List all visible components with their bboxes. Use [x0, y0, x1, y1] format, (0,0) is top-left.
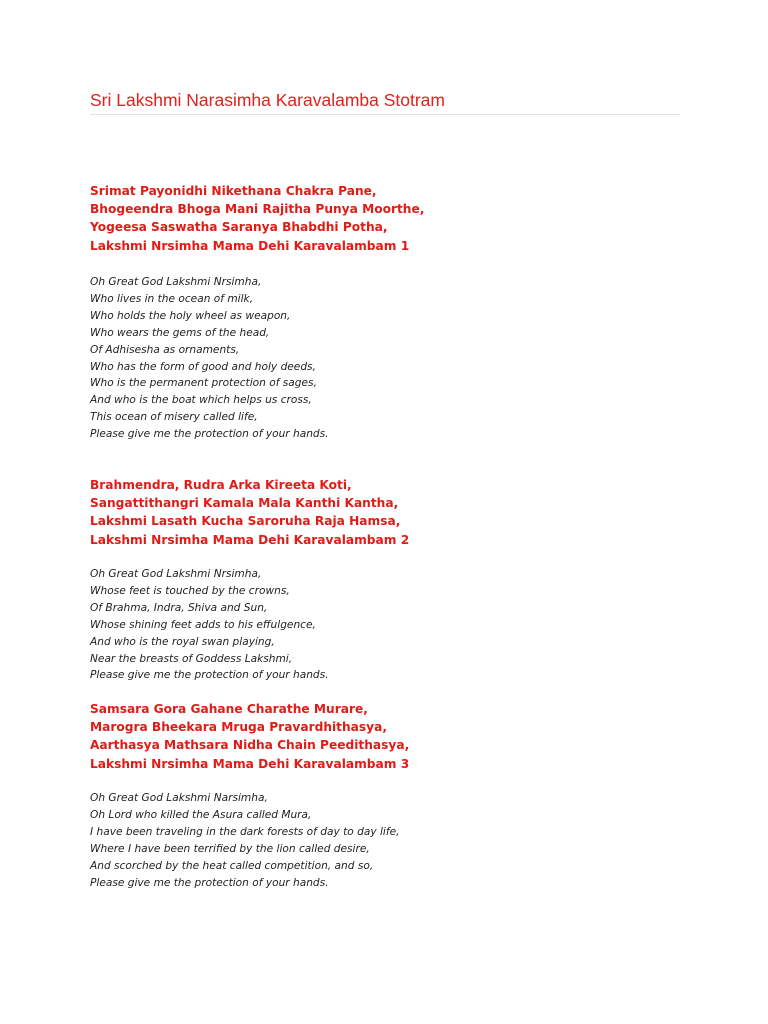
english-translation-3: [90, 790, 399, 891]
translation-line: Oh Great God Lakshmi Nrsimha,: [90, 568, 262, 580]
translation-line: I have been traveling in the dark forests of day to day life,: [90, 825, 400, 838]
translation-line: Who holds the holy wheel as weapon,: [90, 309, 291, 322]
verse-line: Lakshmi Nrsimha Mama Dehi Karavalambam 2: [90, 532, 410, 547]
verse-line: Srimat Payonidhi Nikethana Chakra Pane,: [90, 184, 377, 198]
translation-line: Whose feet is touched by the crowns,: [90, 584, 290, 597]
translation-line: Please give me the protection of your hands.: [90, 428, 329, 441]
translation-line: Oh Great God Lakshmi Narsimha,: [90, 792, 268, 804]
english-translation-1: [90, 274, 329, 443]
translation-line: Who wears the gems of the head,: [90, 326, 270, 339]
verse-line: Sangattithangri Kamala Mala Kanthi Kantha,: [90, 496, 399, 511]
translation-line: Near the breasts of Goddess Lakshmi,: [90, 652, 293, 665]
verse-line: Brahmendra, Rudra Arka Kireeta Koti,: [90, 478, 352, 492]
translation-line: And who is the royal swan playing,: [90, 635, 275, 648]
translation-line: Of Adhisesha as ornaments,: [90, 343, 240, 356]
translation-line: Oh Lord who killed the Asura called Mura,: [90, 808, 312, 821]
translation-line: Who is the permanent protection of sages,: [90, 377, 317, 390]
translation-line: Where I have been terrified by the lion called desire,: [90, 842, 370, 855]
translation-line: This ocean of misery called life,: [90, 411, 258, 424]
sanskrit-verse-2: [90, 476, 409, 549]
verse-line: Lakshmi Lasath Kucha Saroruha Raja Hamsa,: [90, 514, 401, 529]
verse-line: Yogeesa Saswatha Saranya Bhabdhi Potha,: [90, 220, 388, 235]
translation-line: Of Brahma, Indra, Shiva and Sun,: [90, 601, 268, 614]
translation-line: And scorched by the heat called competition, and so,: [90, 859, 374, 872]
verse-line: Samsara Gora Gahane Charathe Murare,: [90, 702, 368, 716]
page-title: Sri Lakshmi Narasimha Karavalamba Stotram: [90, 90, 445, 110]
verse-line: Lakshmi Nrsimha Mama Dehi Karavalambam 1: [90, 238, 410, 253]
english-translation-2: [90, 566, 329, 684]
verse-line: Bhogeendra Bhoga Mani Rajitha Punya Moorthe,: [90, 202, 425, 217]
verse-line: Lakshmi Nrsimha Mama Dehi Karavalambam 3: [90, 756, 410, 771]
translation-line: Please give me the protection of your hands.: [90, 669, 329, 682]
translation-line: Please give me the protection of your hands.: [90, 876, 329, 889]
sanskrit-verse-3: [90, 700, 409, 773]
translation-line: Who has the form of good and holy deeds,: [90, 360, 316, 373]
translation-line: Who lives in the ocean of milk,: [90, 292, 254, 305]
translation-line: Oh Great God Lakshmi Nrsimha,: [90, 276, 262, 288]
translation-line: And who is the boat which helps us cross,: [90, 394, 312, 407]
verse-line: Marogra Bheekara Mruga Pravardhithasya,: [90, 720, 387, 735]
translation-line: Whose shining feet adds to his effulgence,: [90, 618, 316, 631]
sanskrit-verse-1: [90, 182, 424, 255]
title-divider: [90, 114, 680, 115]
verse-line: Aarthasya Mathsara Nidha Chain Peedithasya,: [90, 738, 410, 753]
